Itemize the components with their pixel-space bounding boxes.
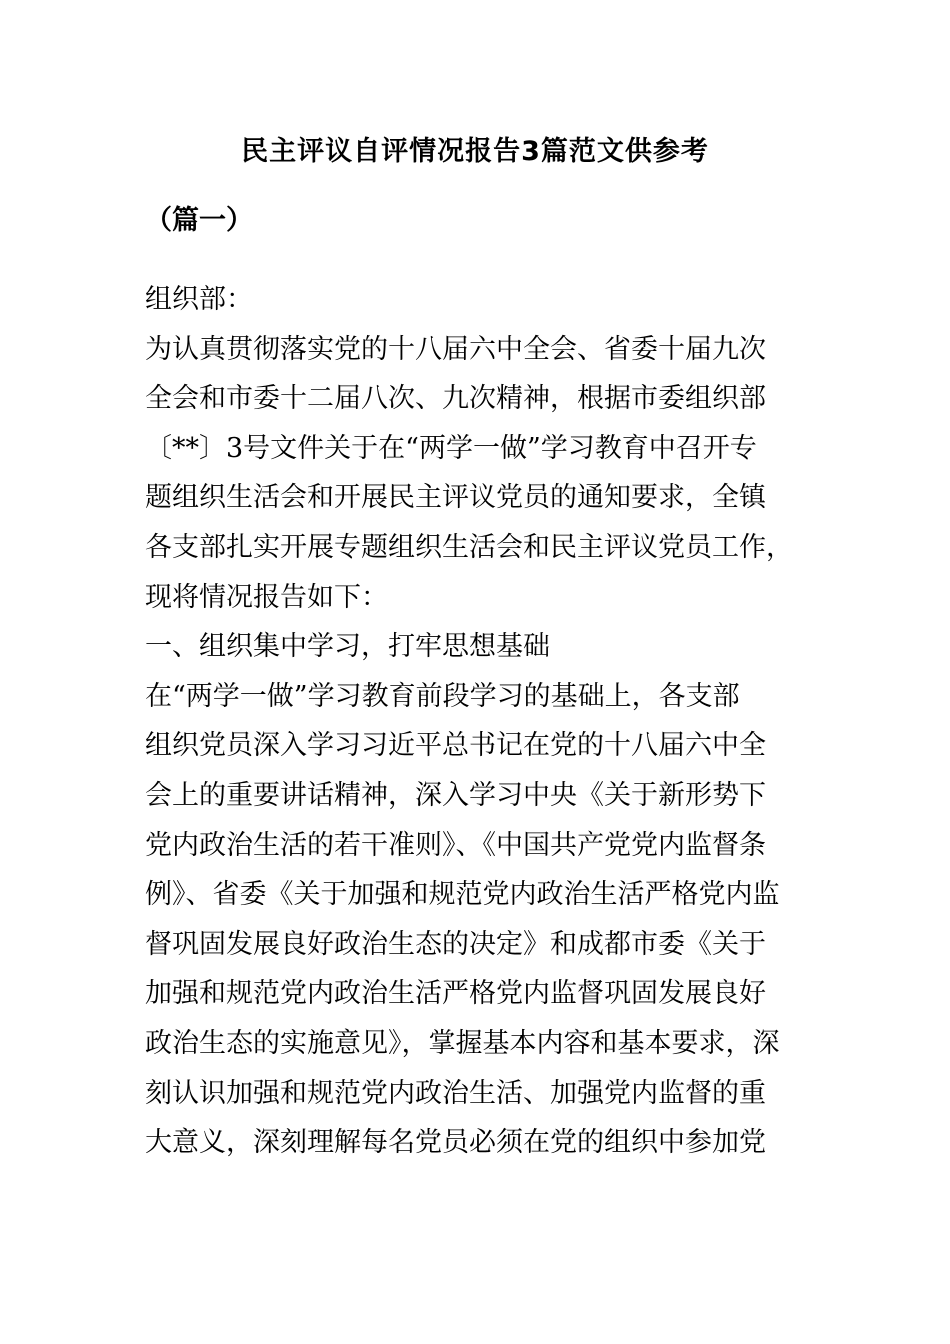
text-line: 题组织生活会和开展民主评议党员的通知要求，全镇	[145, 482, 766, 514]
document-title: 民主评议自评情况报告3篇范文供参考	[241, 136, 709, 167]
text-line: 大意义，深刻理解每名党员必须在党的组织中参加党	[145, 1127, 766, 1159]
subsection-heading: 一、组织集中学习，打牢思想基础	[145, 631, 550, 663]
text-line: 督巩固发展良好政治生态的决定》和成都市委《关于	[145, 928, 766, 960]
text-line: 组织部：	[145, 284, 253, 315]
text-line: 各支部扎实开展专题组织生活会和民主评议党员工作，	[145, 531, 793, 563]
text-line: 刻认识加强和规范党内政治生活、加强党内监督的重	[145, 1077, 766, 1109]
text-line: 会上的重要讲话精神，深入学习中央《关于新形势下	[145, 779, 766, 811]
text-line: 加强和规范党内政治生活严格党内监督巩固发展良好	[145, 978, 766, 1010]
text-line: 〔**〕3号文件关于在“两学一做”学习教育中召开专	[145, 432, 757, 464]
text-line: 为认真贯彻落实党的十八届六中全会、省委十届九次	[145, 333, 766, 365]
document-body	[145, 275, 815, 1168]
text-line: 组织党员深入学习习近平总书记在党的十八届六中全	[145, 730, 766, 762]
section-heading: （篇一）	[145, 205, 253, 236]
text-line: 例》、省委《关于加强和规范党内政治生活严格党内监	[145, 879, 780, 911]
text-line: 党内政治生活的若干准则》、《中国共产党党内监督条	[145, 829, 766, 861]
text-line: 全会和市委十二届八次、九次精神，根据市委组织部	[145, 383, 766, 415]
text-line: 在“两学一做”学习教育前段学习的基础上，各支部	[145, 680, 740, 712]
text-line: 现将情况报告如下：	[145, 581, 388, 613]
text-line: 政治生态的实施意见》，掌握基本内容和基本要求，深	[145, 1027, 780, 1059]
